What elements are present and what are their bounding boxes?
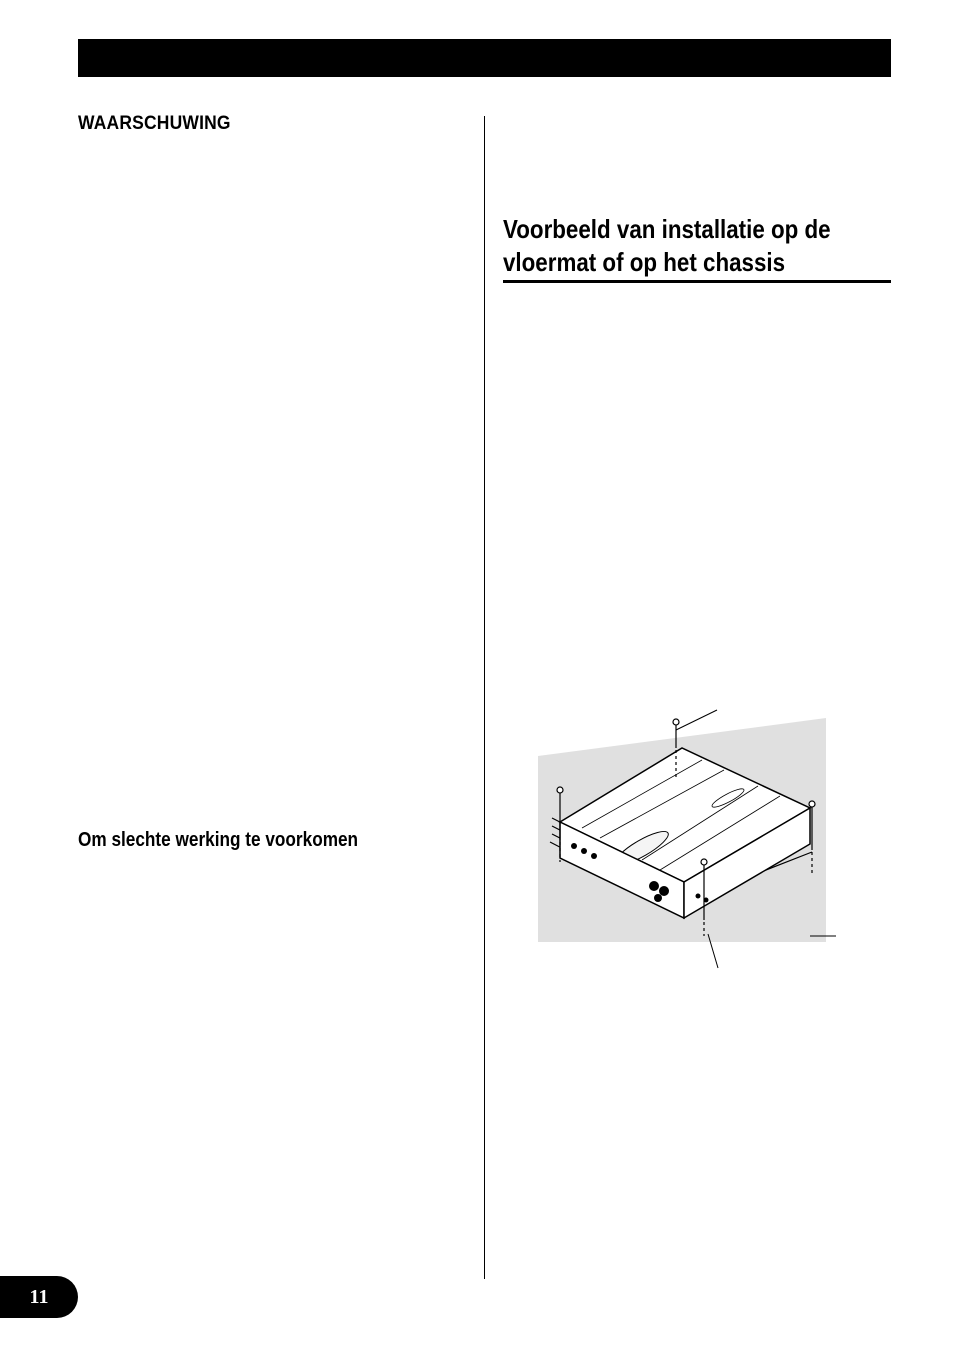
page-number: 11 (29, 1285, 49, 1308)
header-bar (78, 39, 891, 77)
installation-figure (530, 700, 850, 980)
section-title-underline (503, 280, 891, 283)
malfunction-subheading: Om slechte werking te voorkomen (78, 829, 359, 851)
section-title-line-2: vloermat of op het chassis (503, 247, 786, 277)
warning-heading: WAARSCHUWING (78, 113, 231, 134)
section-title (503, 213, 881, 279)
leader-line-top (676, 710, 717, 730)
section-title-line-1: Voorbeeld van installatie op de (503, 214, 831, 244)
column-divider (484, 116, 485, 1279)
page-number-tab (0, 1276, 78, 1318)
amplifier-installation-illustration (530, 700, 850, 980)
